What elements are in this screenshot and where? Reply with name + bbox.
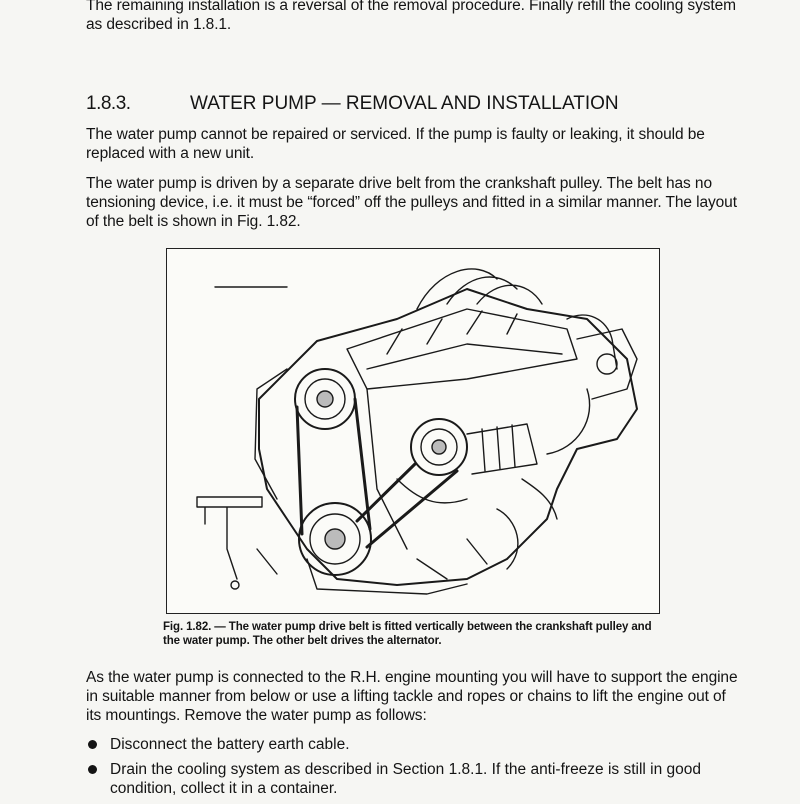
intro-paragraph: The remaining installation is a reversal of the removal procedure. Finally refill the cooling system as described in 1.8.1.	[86, 0, 736, 33]
bullet-icon	[88, 765, 97, 774]
list-item-text: Disconnect the battery earth cable.	[110, 736, 350, 753]
bullet-icon	[88, 740, 97, 749]
list-item-text: Drain the cooling system as described in Section 1.8.1. If the anti-freeze is still in good condition, collect it in a container.	[110, 761, 702, 797]
paragraph-3: As the water pump is connected to the R.H. engine mounting you will have to support the engine in suitable manner from below or use a lifting tackle and ropes or chains to lift the engine out of its mountings. Remove the water pump as follows:	[86, 669, 738, 724]
engine-drawing	[167, 249, 658, 612]
figure-engine-illustration	[166, 248, 660, 614]
section-title: WATER PUMP — REMOVAL AND INSTALLATION	[190, 93, 619, 114]
step-list	[86, 735, 746, 804]
section-number: 1.8.3.	[86, 93, 131, 114]
figure-caption: Fig. 1.82. — The water pump drive belt is fitted vertically between the crankshaft pulley and the water pump. The other belt drives the alternator.	[163, 621, 652, 647]
list-item	[86, 735, 746, 754]
list-item	[86, 760, 746, 798]
paragraph-2: The water pump is driven by a separate drive belt from the crankshaft pulley. The belt has no tensioning device, i.e. it must be “forced” off the pulleys and fitted in a similar manner. The layout of the belt is shown in Fig. 1.82.	[86, 175, 737, 230]
paragraph-1: The water pump cannot be repaired or serviced. If the pump is faulty or leaking, it should be replaced with a new unit.	[86, 126, 705, 162]
